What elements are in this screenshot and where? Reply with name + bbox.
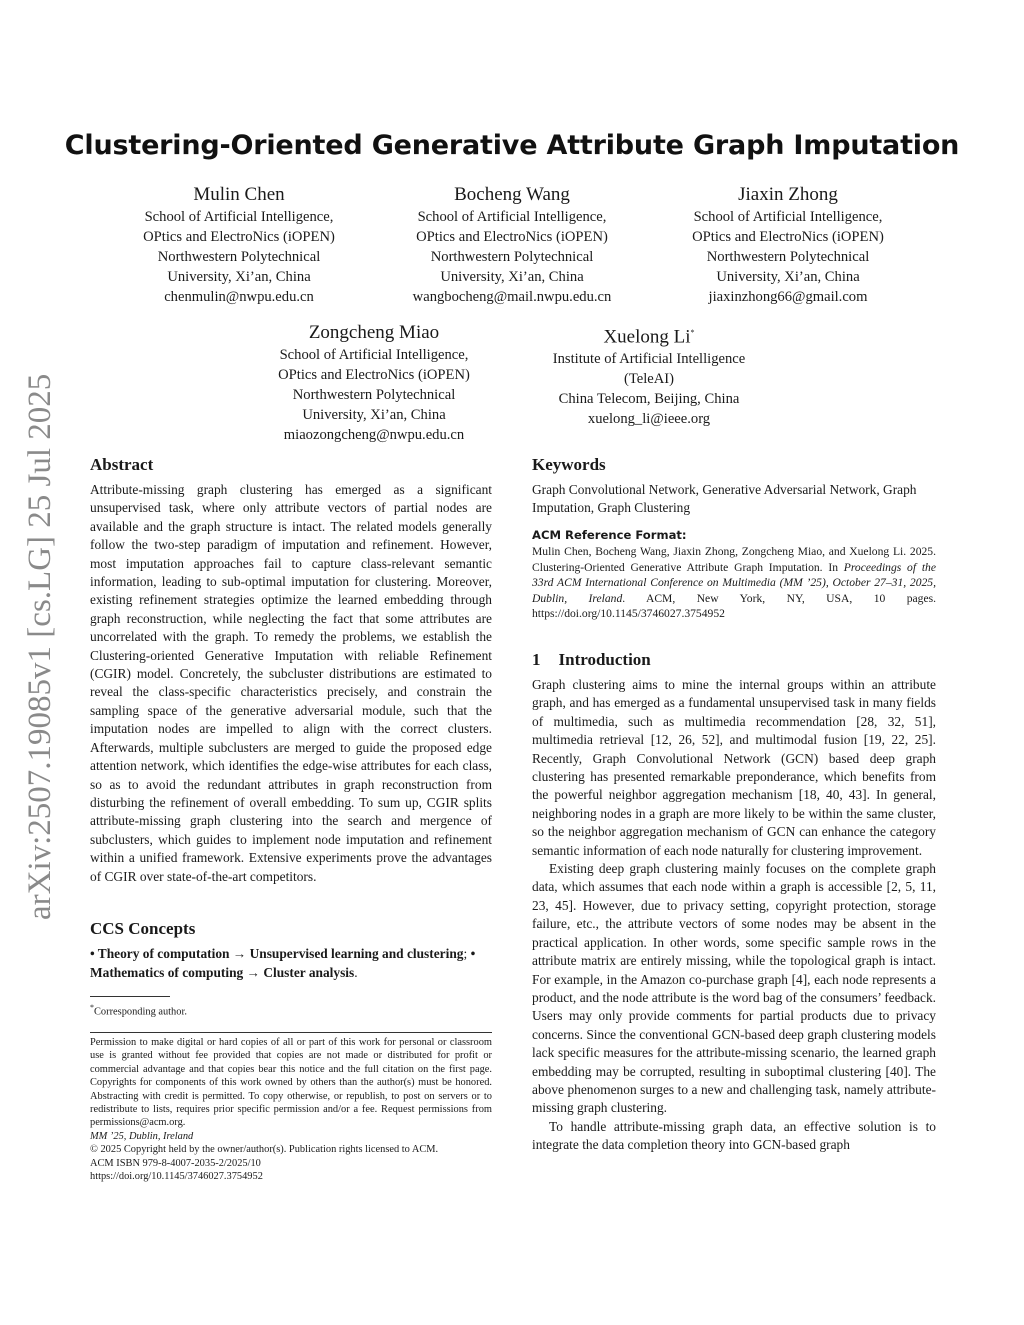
permission-block [90,1036,492,1183]
ccs-item: • Theory of computation [90,946,230,961]
acm-reference-label: ACM Reference Format: [532,528,687,542]
author-affiliation: OPtics and ElectroNics (iOPEN) [416,229,608,245]
author-block [110,182,368,307]
author-name: Xuelong Li [603,326,691,348]
author-block [659,182,917,307]
author-affiliation: School of Artificial Intelligence, [417,209,607,225]
ccs-item: Cluster analysis [263,965,355,980]
arrow-icon: → [232,946,247,961]
author-affiliation: University, Xi’an, China [302,407,446,423]
ccs-heading: CCS Concepts [90,919,196,938]
arrow-icon: → [246,965,260,980]
author-affiliation: University, Xi’an, China [440,269,584,285]
venue: MM ’25, Dublin, Ireland [90,1130,194,1142]
author-affiliation: Northwestern Polytechnical [706,249,870,265]
author-affiliation: (TeleAI) [623,371,675,388]
abstract-body: Attribute-missing graph clustering has emerged as a significant unsupervised task, where only attribute vectors of partial nodes are available and the graph structure is intact. The related models generally follow the two-step paradigm of imputation and refinement. However, most imputation approaches fail to capture class-relevant semantic information, leading to sub-optimal imputation for clustering. Moreover, existing refinement strategies optimize the learned embedding through graph reconstruction, while neglecting the fact that some attributes are uncorrelated with the graph. To remedy the problems, we establish the Clustering-oriented Generative Imputation with reliable Refinement (CGIR) model. Concretely, the subcluster distributions are estimated to reveal the class-specific characteristics precisely, and constrain the sampling space of the generative adversarial module, such that the imputation nodes are impelled to align with the correct clusters. Afterwards, multiple subclusters are merged to guide the proposed edge attention network, which identifies the edge-wise attributes for each class, so as to avoid the redundant attributes in graph reconstruction from disturbing the refinement of overall embedding. To sum up, CGIR splits attribute-missing graph clustering into the search and mergence of subclusters, which guides to implement node imputation and refinement within a unified framework. Extensive experiments prove the advantages of CGIR over state-of-the-art competitors. [90,482,492,884]
keywords-heading: Keywords [532,455,606,474]
introduction-heading [532,650,651,670]
author-affiliation: OPtics and ElectroNics (iOPEN) [692,229,884,245]
author-affiliation: China Telecom, Beijing, China [558,391,740,408]
intro-paragraph: Existing deep graph clustering mainly focuses on the complete graph data, which assumes that each node within a graph is accessible [2, 5, 11, 23, 45]. However, due to privacy setting, copyright protection, storage failure, etc., the attribute vectors of some nodes may be absent in the practical application. In other words, some specific sample rows in the attribute matrix are entirely missing, while the topological graph is intact. For example, in the Amazon co-purchase graph [4], each node represents a product, and the node attribute is the word bag of the consumers’ feedback. Users may only provide comments for partial products due to privacy concerns. Since the conventional GCN-based deep graph clustering models lack specific measures for the attribute-missing scenario, the learned graph embedding may be corrupted, resulting in suboptimal clustering [40]. The above phenomenon surges to a new and challenging task, namely attribute-missing graph clustering. [532,861,936,1116]
author-affiliation: School of Artificial Intelligence, [279,347,469,363]
ccs-item: • Mathematics of computing [90,946,476,980]
ccs-item: Unsupervised learning and clustering [249,946,464,961]
keywords-text: Graph Convolutional Network, Generative Adversarial Network, Graph Imputation, Graph Clustering [532,482,917,516]
author-affiliation: University, Xi’an, China [716,269,860,285]
permission-rule [90,1032,492,1033]
acm-reference-proceedings: Proceedings of the 33rd ACM International Conference on Multimedia (MM ’25), October 27–31, 2025, Dublin, Ireland [532,560,936,605]
ccs-separator: ; [463,946,468,961]
author-email: xuelong_li@ieee.org [587,411,711,428]
footnote-text: Corresponding author. [94,1006,187,1018]
author-email: wangbocheng@mail.nwpu.edu.cn [412,289,612,305]
author-email: chenmulin@nwpu.edu.cn [164,289,314,305]
doi-link[interactable]: https://doi.org/10.1145/3746027.3754952 [90,1171,263,1183]
acm-reference-rest: . ACM, New York, NY, USA, 10 pages. https://doi.org/10.1145/3746027.3754952 [532,591,937,621]
author-affiliation: Northwestern Polytechnical [292,387,456,403]
acm-reference [532,544,936,622]
author-name-line [520,320,778,349]
ccs-end: . [354,965,358,980]
ccs-concepts [90,944,495,982]
author-affiliation: University, Xi’an, China [167,269,311,285]
section-number: 1 [532,650,541,669]
footnote-mark: * [90,1003,94,1012]
isbn: ACM ISBN 979-8-4007-2035-2/2025/10 [90,1157,261,1169]
paper-title: Clustering-Oriented Generative Attribute Graph Imputation [64,130,960,161]
author-affiliation: Northwestern Polytechnical [430,249,594,265]
author-affiliation: Northwestern Polytechnical [157,249,321,265]
author-block [383,182,641,307]
footnote [90,1001,490,1019]
author-name: Mulin Chen [193,184,285,205]
section-title: Introduction [558,650,651,669]
arxiv-identifier-stamp: arXiv:2507.19085v1 [cs.LG] 25 Jul 2025 [22,373,58,920]
copyright: © 2025 Copyright held by the owner/author(s). Publication rights licensed to ACM. [90,1144,439,1156]
author-email: jiaxinzhong66@gmail.com [708,289,868,305]
intro-paragraph: Graph clustering aims to mine the internal groups within an attribute graph, and has emerged as a fundamental unsupervised task in many fields of multimedia, such as multimedia recommendation [28, 32, 51], multimedia retrieval [12, 26, 52], and multimodal fusion [19, 22, 25]. Recently, Graph Convolutional Network (GCN) based deep graph clustering has presented remarkable preponderance, which benefits from the powerful neighbor aggregation mechanism [18, 40, 43]. In general, neighboring nodes in a graph are more likely to be within the same cluster, so the neighbor aggregation mechanism of GCN can enhance the category semantic information of each node naturally for clustering improvement. [532,677,936,858]
abstract-heading: Abstract [90,455,154,474]
author-name: Zongcheng Miao [308,322,440,343]
corresponding-author-mark: * [690,328,695,337]
intro-paragraph: To handle attribute-missing graph data, an effective solution is to integrate the data completion theory into GCN-based graph [532,1118,936,1153]
acm-reference-authors: Mulin Chen, Bocheng Wang, Jiaxin Zhong, Zongcheng Miao, and Xuelong Li. 2025. Clustering-Oriented Generative Attribute Graph Imputation. In [532,545,936,574]
author-affiliation: OPtics and ElectroNics (iOPEN) [143,229,335,245]
author-name: Bocheng Wang [454,184,570,205]
author-email: miaozongcheng@nwpu.edu.cn [283,427,465,443]
author-affiliation: School of Artificial Intelligence, [693,209,883,225]
author-affiliation: Institute of Artificial Intelligence [552,351,746,368]
author-name: Jiaxin Zhong [738,184,838,205]
introduction-body [532,676,936,1155]
footnote-rule [90,996,170,997]
author-block [245,320,503,445]
author-affiliation: OPtics and ElectroNics (iOPEN) [278,367,470,383]
author-block [520,320,778,429]
permission-text: Permission to make digital or hard copies of all or part of this work for personal or classroom use is granted without fee provided that copies are not made or distributed for profit or commercial advantage and that copies bear this notice and the full citation on the first page. Copyrights for components of this work owned by others than the author(s) must be honored. Abstracting with credit is permitted. To copy otherwise, or republish, to post on servers or to redistribute to lists, requires prior specific permission and/or a fee. Request permissions from permissions@acm.org. [90,1037,492,1129]
author-affiliation: School of Artificial Intelligence, [144,209,334,225]
